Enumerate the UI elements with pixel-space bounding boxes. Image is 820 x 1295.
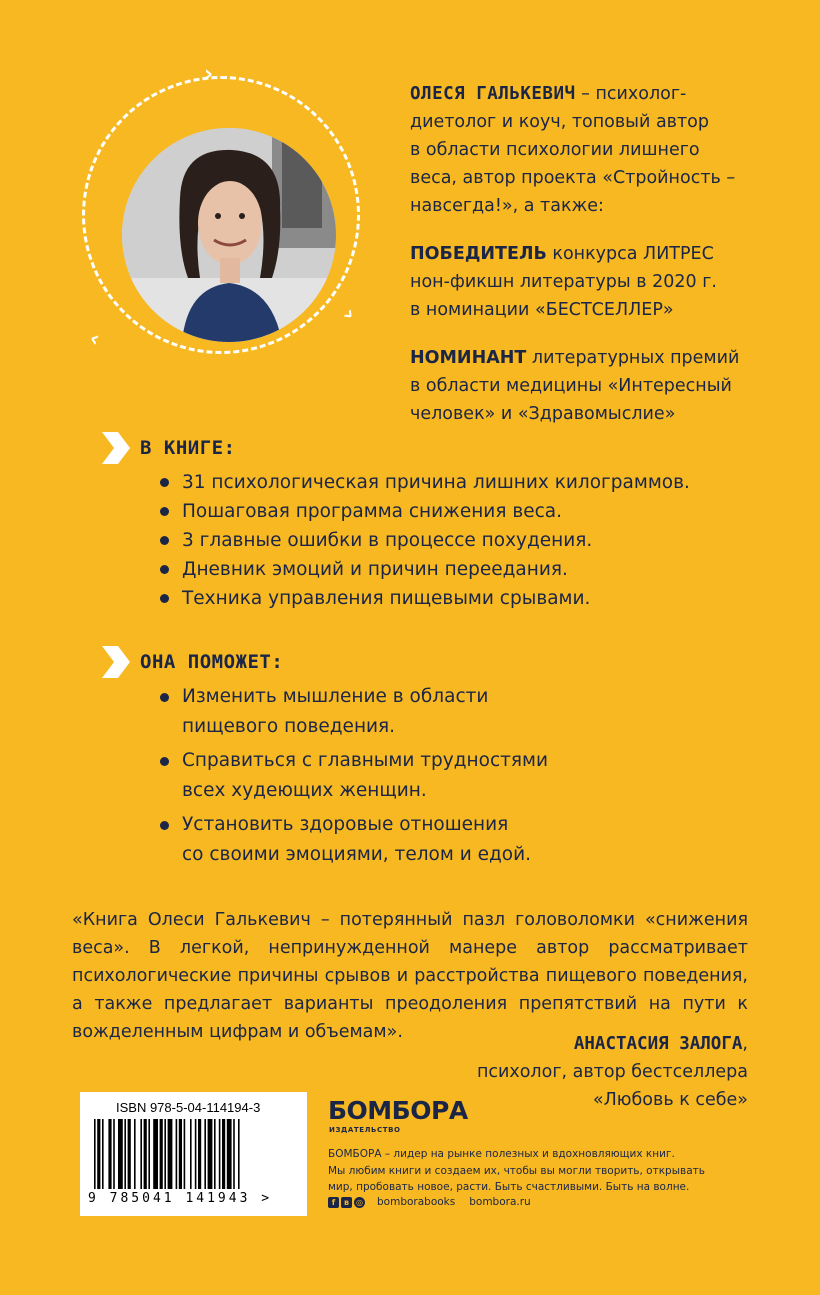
barcode-bar: [195, 1119, 197, 1189]
list-item: 3 главные ошибки в процессе похудения.: [160, 526, 690, 555]
section-help-header: [98, 644, 283, 680]
publisher-desc-line: Мы любим книги и создаем их, чтобы вы могли творить, открывать: [328, 1164, 705, 1177]
barcode-bar: [128, 1119, 131, 1189]
publisher-desc-line: БОМБОРА – лидер на рынке полезных и вдохновляющих книг.: [328, 1148, 675, 1160]
barcode-bar: [140, 1119, 142, 1189]
author-name: ОЛЕСЯ ГАЛЬКЕВИЧ: [410, 84, 576, 104]
barcode-bar: [148, 1119, 150, 1189]
publisher-desc-line: мир, пробовать новое, расти. Быть счастливыми. Быть на волне.: [328, 1181, 690, 1193]
list-item-line: Справиться с главными трудностями: [182, 750, 549, 771]
ring-arrow-icon: ›: [336, 302, 361, 327]
author-photo: [122, 128, 336, 342]
barcode-bar: [113, 1119, 115, 1189]
instagram-icon[interactable]: ◎: [354, 1197, 365, 1208]
barcode-bar: [144, 1119, 147, 1189]
award-line: литературных премий: [526, 348, 740, 368]
award-winner-label: ПОБЕДИТЕЛЬ: [410, 244, 547, 264]
ring-arrow-icon: ›: [85, 326, 103, 353]
vk-icon[interactable]: в: [341, 1197, 352, 1208]
book-contents-list: [160, 468, 690, 613]
barcode-bar: [94, 1119, 96, 1189]
publisher-links: [328, 1196, 531, 1208]
bio-line: навсегда!», а также:: [410, 196, 604, 216]
review-quote: «Книга Олеси Галькевич – потерянный пазл головоломки «снижения веса». В легкой, непринужденной манере автор рассматривает психологические причины срывов и расстройства пищевого поведения, а также предлагает варианты преодоления препятствий на пути к вожделенным цифрам и объемам».: [72, 910, 748, 1042]
isbn-text: ISBN 978-5-04-114194-3: [116, 1100, 261, 1115]
list-item: Пошаговая программа снижения веса.: [160, 497, 690, 526]
award-line: в номинации «БЕСТСЕЛЛЕР»: [410, 300, 674, 320]
facebook-icon[interactable]: f: [328, 1197, 339, 1208]
barcode-bar: [134, 1119, 136, 1189]
barcode-bar: [118, 1119, 123, 1189]
list-item-line: пищевого поведения.: [182, 716, 396, 737]
list-item-line: со своими эмоциями, телом и едой.: [182, 844, 531, 865]
barcode-bar: [204, 1119, 206, 1189]
website-link[interactable]: bombora.ru: [469, 1196, 531, 1208]
benefits-list: [160, 682, 548, 874]
quote-author-role: психолог, автор бестселлера: [476, 1062, 748, 1082]
ring-arrow-icon: ›: [204, 62, 214, 87]
section-help-title: ОНА ПОМОЖЕТ:: [140, 651, 284, 673]
list-item-line: всех худеющих женщин.: [182, 780, 427, 801]
chevron-right-icon: [98, 644, 132, 680]
barcode-bar: [164, 1119, 166, 1189]
list-item: Дневник эмоций и причин переедания.: [160, 555, 690, 584]
award-line: человек» и «Здравомыслие»: [410, 404, 676, 424]
barcode-bar: [124, 1119, 126, 1189]
publisher-sublabel: ИЗДАТЕЛЬСТВО: [329, 1126, 401, 1134]
bio-line: веса, автор проекта «Стройность –: [410, 168, 736, 188]
barcode-bar: [219, 1119, 221, 1189]
quote-attribution: [477, 1030, 748, 1114]
barcode-bar: [238, 1119, 240, 1189]
barcode-bar: [153, 1119, 158, 1189]
barcode-bar: [190, 1119, 192, 1189]
quote-author-comma: ,: [742, 1034, 748, 1054]
bio-line: в области психологии лишнего: [410, 140, 700, 160]
barcode-bar: [214, 1119, 216, 1189]
bio-line: – психолог-: [581, 84, 687, 104]
barcode-bar: [233, 1119, 235, 1189]
barcode-bar: [97, 1119, 100, 1189]
barcode-bar: [184, 1119, 186, 1189]
award-winner: [410, 240, 780, 324]
social-handle-link[interactable]: bomborabooks: [377, 1196, 456, 1208]
list-item: Техника управления пищевыми срывами.: [160, 584, 690, 613]
barcode-bar: [108, 1119, 111, 1189]
award-nominee-label: НОМИНАНТ: [410, 348, 527, 368]
list-item-line: Изменить мышление в области: [182, 686, 489, 707]
barcode-digits: 9 785041 141943 >: [88, 1191, 273, 1206]
barcode-bar: [102, 1119, 104, 1189]
publisher-description: [328, 1146, 748, 1196]
list-item: 31 психологическая причина лишних килограммов.: [160, 468, 690, 497]
quote-author-book: «Любовь к себе»: [592, 1090, 748, 1110]
award-nominee: [410, 344, 780, 428]
award-line: в области медицины «Интересный: [410, 376, 732, 396]
author-bio: [410, 80, 780, 448]
section-book-header: [98, 430, 236, 466]
quote-author-name: АНАСТАСИЯ ЗАЛОГА: [573, 1034, 743, 1054]
barcode-bar: [168, 1119, 173, 1189]
award-line: конкурса ЛИТРЕС: [546, 244, 714, 264]
list-item-line: Установить здоровые отношения: [182, 814, 509, 835]
award-line: нон-фикшн литературы в 2020 г.: [410, 272, 717, 292]
barcode-bar: [176, 1119, 178, 1189]
barcode-bar: [198, 1119, 201, 1189]
list-item: [160, 746, 548, 806]
barcode-bars: [88, 1119, 299, 1189]
isbn-barcode: [80, 1092, 307, 1216]
barcode-bar: [160, 1119, 163, 1189]
barcode-bar: [222, 1119, 225, 1189]
barcode-bar: [179, 1119, 182, 1189]
author-intro: [410, 80, 780, 220]
barcode-bar: [227, 1119, 232, 1189]
barcode-bar: [208, 1119, 213, 1189]
bio-line: диетолог и коуч, топовый автор: [410, 112, 709, 132]
publisher-logo: БОМБОРА: [328, 1096, 468, 1125]
section-book-title: В КНИГЕ:: [140, 437, 236, 459]
list-item: [160, 810, 548, 870]
chevron-right-icon: [98, 430, 132, 466]
list-item: [160, 682, 548, 742]
